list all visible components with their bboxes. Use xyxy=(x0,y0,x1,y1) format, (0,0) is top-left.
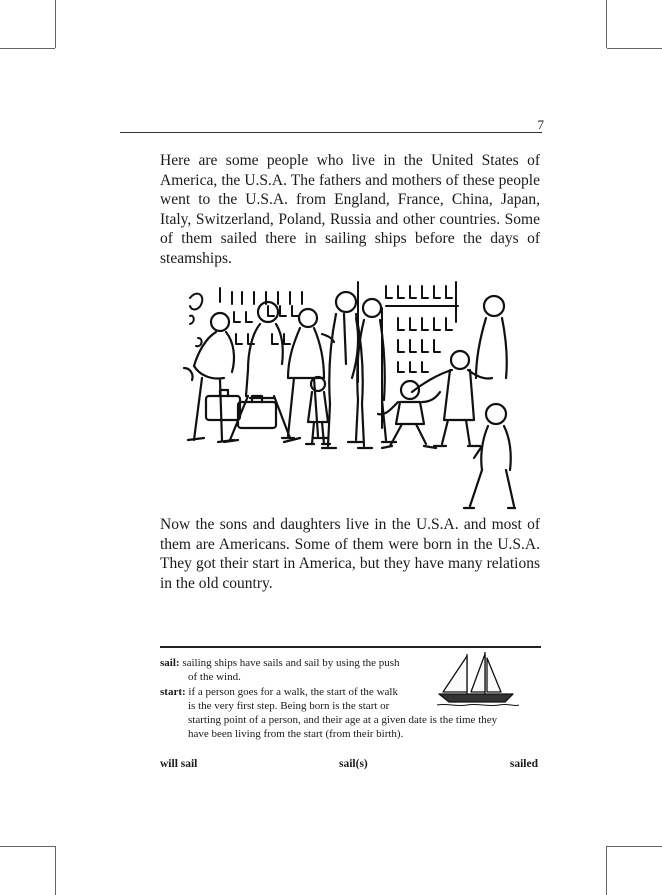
figure-running-child xyxy=(378,381,440,448)
figure-woman-waving xyxy=(412,351,492,446)
verb-form-past: sailed xyxy=(509,758,538,770)
paragraph-2: Now the sons and daughters live in the U.S.A. and most of them are Americans. Some of them were born in the U.S.A. They got their start in America, but they have many relations in the old country. xyxy=(160,516,540,592)
header-rule xyxy=(120,132,542,133)
glossary-term-start: start: xyxy=(160,685,186,698)
glossary-def-line: sailing ships have sails and sail by using the push xyxy=(179,657,400,669)
crowd-illustration xyxy=(176,278,516,510)
page-number: 7 xyxy=(537,117,544,132)
figure-tall-man xyxy=(322,292,372,448)
paragraph-1: Here are some people who live in the United States of America, the U.S.A. The fathers and mothers of these people went to the U.S.A. from England, France, China, Japan, Italy, Switzerland, Poland, Russia and other countries. Some of them sailed there in sailing ships before the days of steamships. xyxy=(160,152,540,267)
crop-mark xyxy=(0,48,55,49)
crop-mark xyxy=(0,846,55,847)
glossary-def-line: is the very first step. Being born is the start or xyxy=(188,699,390,712)
glossary-def-line: if a person goes for a walk, the start of the walk xyxy=(185,685,398,698)
verb-form-present: sail(s) xyxy=(339,758,368,770)
crop-mark xyxy=(607,846,662,847)
figure-woman-dark-hair xyxy=(348,299,396,442)
glossary-def-line: have been living from the start (from their birth). xyxy=(188,728,404,741)
glossary-term-sail: sail: xyxy=(160,657,180,669)
sailboat-illustration xyxy=(437,650,519,708)
verb-form-future: will sail xyxy=(160,758,198,770)
crop-mark xyxy=(607,48,662,49)
glossary-def-line: of the wind. xyxy=(188,671,241,684)
crop-mark xyxy=(606,0,607,48)
figure-woman-left xyxy=(184,313,240,442)
building-windows xyxy=(190,282,458,428)
glossary-def-line: starting point of a person, and their age at a given date is the time they xyxy=(188,714,498,727)
crop-mark xyxy=(55,846,56,895)
crop-mark xyxy=(55,0,56,48)
glossary-rule xyxy=(160,646,541,648)
crop-mark xyxy=(606,846,607,895)
figure-man-right xyxy=(476,296,507,378)
